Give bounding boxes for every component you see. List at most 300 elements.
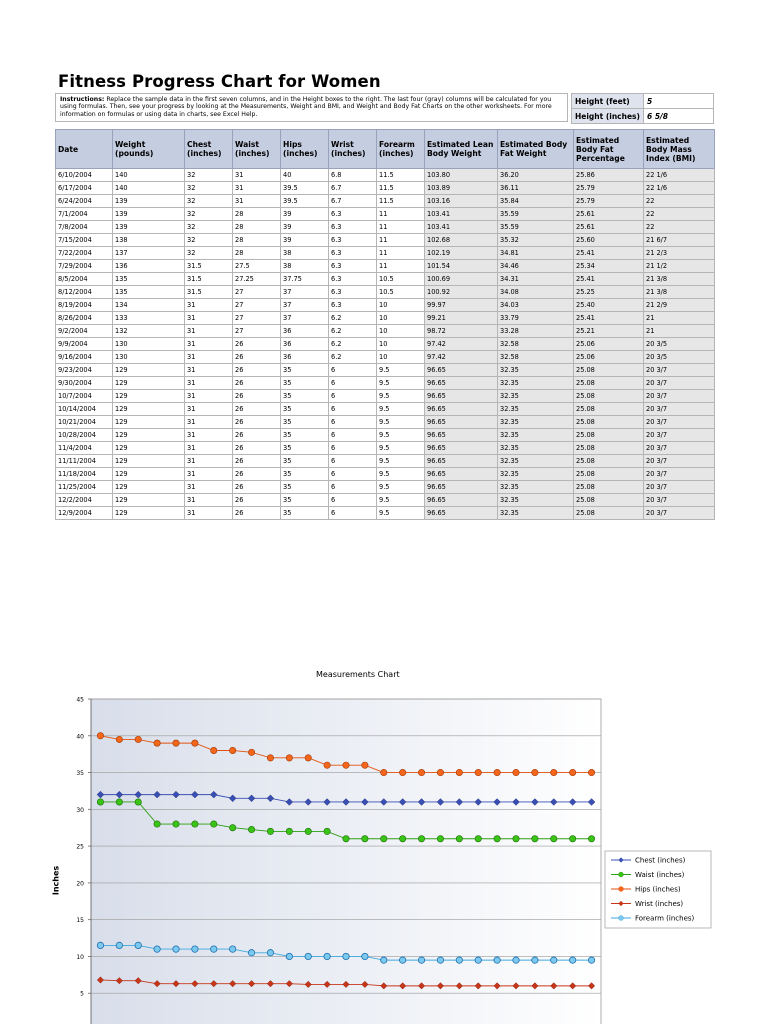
table-cell[interactable]: 129 <box>113 390 185 403</box>
table-cell[interactable]: 9/23/2004 <box>56 364 113 377</box>
table-cell[interactable]: 99.21 <box>425 312 498 325</box>
table-cell[interactable]: 6.3 <box>329 260 377 273</box>
table-cell[interactable]: 25.08 <box>574 455 644 468</box>
table-cell[interactable]: 11/25/2004 <box>56 481 113 494</box>
table-cell[interactable]: 27.25 <box>233 273 281 286</box>
table-cell[interactable]: 25.08 <box>574 364 644 377</box>
table-cell[interactable]: 26 <box>233 494 281 507</box>
table-cell[interactable]: 35 <box>281 468 329 481</box>
table-cell[interactable]: 20 3/7 <box>644 390 715 403</box>
table-cell[interactable]: 34.08 <box>498 286 574 299</box>
table-cell[interactable]: 35 <box>281 455 329 468</box>
height-feet-cell[interactable]: 5 <box>644 94 714 109</box>
table-cell[interactable]: 8/26/2004 <box>56 312 113 325</box>
table-cell[interactable]: 32 <box>185 182 233 195</box>
table-cell[interactable]: 25.25 <box>574 286 644 299</box>
table-cell[interactable]: 35 <box>281 494 329 507</box>
table-cell[interactable]: 39 <box>281 221 329 234</box>
table-cell[interactable]: 31 <box>185 377 233 390</box>
table-cell[interactable]: 31 <box>185 338 233 351</box>
table-cell[interactable]: 32 <box>185 221 233 234</box>
table-cell[interactable]: 28 <box>233 221 281 234</box>
table-cell[interactable]: 27 <box>233 286 281 299</box>
table-cell[interactable]: 26 <box>233 416 281 429</box>
table-cell[interactable]: 36.20 <box>498 169 574 182</box>
table-cell[interactable]: 9.5 <box>377 455 425 468</box>
table-cell[interactable]: 97.42 <box>425 351 498 364</box>
table-cell[interactable]: 98.72 <box>425 325 498 338</box>
table-cell[interactable]: 34.46 <box>498 260 574 273</box>
table-cell[interactable]: 9.5 <box>377 377 425 390</box>
table-cell[interactable]: 12/9/2004 <box>56 507 113 520</box>
table-cell[interactable]: 20 3/7 <box>644 377 715 390</box>
table-cell[interactable]: 9.5 <box>377 481 425 494</box>
table-cell[interactable]: 129 <box>113 403 185 416</box>
table-cell[interactable]: 26 <box>233 429 281 442</box>
table-cell[interactable]: 31 <box>185 416 233 429</box>
table-cell[interactable]: 25.79 <box>574 195 644 208</box>
table-cell[interactable]: 31 <box>185 507 233 520</box>
table-cell[interactable]: 20 3/7 <box>644 416 715 429</box>
table-cell[interactable]: 135 <box>113 286 185 299</box>
table-cell[interactable]: 35.84 <box>498 195 574 208</box>
table-cell[interactable]: 11.5 <box>377 195 425 208</box>
table-cell[interactable]: 139 <box>113 195 185 208</box>
table-cell[interactable]: 26 <box>233 455 281 468</box>
table-cell[interactable]: 27 <box>233 325 281 338</box>
table-cell[interactable]: 35.32 <box>498 234 574 247</box>
table-cell[interactable]: 25.06 <box>574 351 644 364</box>
table-cell[interactable]: 6 <box>329 455 377 468</box>
table-cell[interactable]: 32.35 <box>498 390 574 403</box>
table-cell[interactable]: 35.59 <box>498 208 574 221</box>
table-cell[interactable]: 9.5 <box>377 442 425 455</box>
table-cell[interactable]: 35 <box>281 429 329 442</box>
table-cell[interactable]: 10/28/2004 <box>56 429 113 442</box>
table-cell[interactable]: 26 <box>233 403 281 416</box>
table-cell[interactable]: 20 3/5 <box>644 351 715 364</box>
table-cell[interactable]: 32.35 <box>498 416 574 429</box>
table-cell[interactable]: 6 <box>329 442 377 455</box>
table-cell[interactable]: 133 <box>113 312 185 325</box>
table-cell[interactable]: 35 <box>281 403 329 416</box>
table-cell[interactable]: 25.08 <box>574 377 644 390</box>
table-cell[interactable]: 96.65 <box>425 468 498 481</box>
table-cell[interactable]: 10 <box>377 338 425 351</box>
table-cell[interactable]: 25.08 <box>574 507 644 520</box>
table-cell[interactable]: 9.5 <box>377 507 425 520</box>
table-cell[interactable]: 28 <box>233 247 281 260</box>
table-cell[interactable]: 138 <box>113 234 185 247</box>
table-cell[interactable]: 20 3/7 <box>644 429 715 442</box>
table-cell[interactable]: 7/29/2004 <box>56 260 113 273</box>
table-cell[interactable]: 11 <box>377 234 425 247</box>
table-cell[interactable]: 31.5 <box>185 286 233 299</box>
table-cell[interactable]: 32.35 <box>498 481 574 494</box>
table-cell[interactable]: 6 <box>329 494 377 507</box>
table-cell[interactable]: 6.3 <box>329 234 377 247</box>
table-cell[interactable]: 102.68 <box>425 234 498 247</box>
table-cell[interactable]: 37 <box>281 299 329 312</box>
table-cell[interactable]: 6/17/2004 <box>56 182 113 195</box>
table-cell[interactable]: 6.3 <box>329 286 377 299</box>
table-cell[interactable]: 21 2/3 <box>644 247 715 260</box>
table-cell[interactable]: 26 <box>233 468 281 481</box>
table-cell[interactable]: 31 <box>185 403 233 416</box>
table-cell[interactable]: 8/19/2004 <box>56 299 113 312</box>
table-cell[interactable]: 32 <box>185 247 233 260</box>
table-cell[interactable]: 39 <box>281 234 329 247</box>
table-cell[interactable]: 22 1/6 <box>644 169 715 182</box>
table-cell[interactable]: 103.16 <box>425 195 498 208</box>
table-cell[interactable]: 32 <box>185 169 233 182</box>
table-cell[interactable]: 22 <box>644 221 715 234</box>
table-cell[interactable]: 35 <box>281 364 329 377</box>
table-cell[interactable]: 32.35 <box>498 494 574 507</box>
table-cell[interactable]: 11 <box>377 260 425 273</box>
table-cell[interactable]: 7/8/2004 <box>56 221 113 234</box>
table-cell[interactable]: 8/5/2004 <box>56 273 113 286</box>
table-cell[interactable]: 26 <box>233 481 281 494</box>
table-cell[interactable]: 6 <box>329 416 377 429</box>
table-cell[interactable]: 32.35 <box>498 442 574 455</box>
table-cell[interactable]: 10 <box>377 325 425 338</box>
table-cell[interactable]: 25.60 <box>574 234 644 247</box>
table-cell[interactable]: 32 <box>185 195 233 208</box>
table-cell[interactable]: 32 <box>185 208 233 221</box>
table-cell[interactable]: 103.89 <box>425 182 498 195</box>
table-cell[interactable]: 32.58 <box>498 351 574 364</box>
table-cell[interactable]: 129 <box>113 429 185 442</box>
table-cell[interactable]: 25.40 <box>574 299 644 312</box>
table-cell[interactable]: 7/15/2004 <box>56 234 113 247</box>
table-cell[interactable]: 33.28 <box>498 325 574 338</box>
table-cell[interactable]: 96.65 <box>425 507 498 520</box>
table-cell[interactable]: 7/1/2004 <box>56 208 113 221</box>
table-cell[interactable]: 31 <box>185 325 233 338</box>
table-cell[interactable]: 135 <box>113 273 185 286</box>
table-cell[interactable]: 26 <box>233 364 281 377</box>
table-cell[interactable]: 6 <box>329 403 377 416</box>
table-cell[interactable]: 6 <box>329 481 377 494</box>
table-cell[interactable]: 26 <box>233 338 281 351</box>
table-cell[interactable]: 10.5 <box>377 286 425 299</box>
table-cell[interactable]: 11/4/2004 <box>56 442 113 455</box>
table-cell[interactable]: 96.65 <box>425 442 498 455</box>
table-cell[interactable]: 35 <box>281 507 329 520</box>
table-cell[interactable]: 21 1/2 <box>644 260 715 273</box>
table-cell[interactable]: 11/11/2004 <box>56 455 113 468</box>
table-cell[interactable]: 96.65 <box>425 455 498 468</box>
table-cell[interactable]: 96.65 <box>425 377 498 390</box>
table-cell[interactable]: 129 <box>113 481 185 494</box>
table-cell[interactable]: 32.35 <box>498 507 574 520</box>
table-cell[interactable]: 6.3 <box>329 299 377 312</box>
table-cell[interactable]: 35 <box>281 416 329 429</box>
table-cell[interactable]: 96.65 <box>425 494 498 507</box>
table-cell[interactable]: 11 <box>377 247 425 260</box>
table-cell[interactable]: 11 <box>377 208 425 221</box>
table-cell[interactable]: 31 <box>185 351 233 364</box>
table-cell[interactable]: 96.65 <box>425 481 498 494</box>
table-cell[interactable]: 103.80 <box>425 169 498 182</box>
table-cell[interactable]: 22 <box>644 195 715 208</box>
table-cell[interactable]: 39.5 <box>281 195 329 208</box>
table-cell[interactable]: 129 <box>113 494 185 507</box>
table-cell[interactable]: 10 <box>377 312 425 325</box>
table-cell[interactable]: 25.41 <box>574 312 644 325</box>
table-cell[interactable]: 130 <box>113 338 185 351</box>
table-cell[interactable]: 32.35 <box>498 377 574 390</box>
table-cell[interactable]: 9.5 <box>377 468 425 481</box>
table-cell[interactable]: 96.65 <box>425 416 498 429</box>
table-cell[interactable]: 22 1/6 <box>644 182 715 195</box>
table-cell[interactable]: 25.08 <box>574 429 644 442</box>
table-cell[interactable]: 96.65 <box>425 364 498 377</box>
table-cell[interactable]: 38 <box>281 260 329 273</box>
table-cell[interactable]: 6.2 <box>329 338 377 351</box>
table-cell[interactable]: 31 <box>185 390 233 403</box>
table-cell[interactable]: 20 3/7 <box>644 455 715 468</box>
table-cell[interactable]: 10 <box>377 351 425 364</box>
table-cell[interactable]: 103.41 <box>425 221 498 234</box>
table-cell[interactable]: 6.2 <box>329 351 377 364</box>
table-cell[interactable]: 6 <box>329 390 377 403</box>
table-cell[interactable]: 25.08 <box>574 494 644 507</box>
table-cell[interactable]: 32.35 <box>498 429 574 442</box>
table-cell[interactable]: 26 <box>233 377 281 390</box>
table-cell[interactable]: 10/14/2004 <box>56 403 113 416</box>
table-cell[interactable]: 31 <box>233 195 281 208</box>
table-cell[interactable]: 11 <box>377 221 425 234</box>
table-cell[interactable]: 32.35 <box>498 403 574 416</box>
table-cell[interactable]: 21 <box>644 312 715 325</box>
table-cell[interactable]: 20 3/7 <box>644 494 715 507</box>
table-cell[interactable]: 9/30/2004 <box>56 377 113 390</box>
table-cell[interactable]: 34.81 <box>498 247 574 260</box>
table-cell[interactable]: 25.41 <box>574 273 644 286</box>
table-cell[interactable]: 25.06 <box>574 338 644 351</box>
table-cell[interactable]: 25.08 <box>574 481 644 494</box>
table-cell[interactable]: 36 <box>281 338 329 351</box>
table-cell[interactable]: 33.79 <box>498 312 574 325</box>
table-cell[interactable]: 9.5 <box>377 403 425 416</box>
table-cell[interactable]: 32.35 <box>498 364 574 377</box>
table-cell[interactable]: 31 <box>185 442 233 455</box>
table-cell[interactable]: 35.59 <box>498 221 574 234</box>
table-cell[interactable]: 32 <box>185 234 233 247</box>
table-cell[interactable]: 31 <box>185 312 233 325</box>
table-cell[interactable]: 21 3/8 <box>644 273 715 286</box>
table-cell[interactable]: 31 <box>185 364 233 377</box>
table-cell[interactable]: 37 <box>281 286 329 299</box>
table-cell[interactable]: 21 3/8 <box>644 286 715 299</box>
table-cell[interactable]: 129 <box>113 364 185 377</box>
table-cell[interactable]: 6.3 <box>329 247 377 260</box>
table-cell[interactable]: 27.5 <box>233 260 281 273</box>
table-cell[interactable]: 96.65 <box>425 429 498 442</box>
table-cell[interactable]: 22 <box>644 208 715 221</box>
table-cell[interactable]: 27 <box>233 312 281 325</box>
table-cell[interactable]: 35 <box>281 390 329 403</box>
table-cell[interactable]: 26 <box>233 507 281 520</box>
table-cell[interactable]: 9.5 <box>377 364 425 377</box>
table-cell[interactable]: 9/2/2004 <box>56 325 113 338</box>
table-cell[interactable]: 96.65 <box>425 390 498 403</box>
table-cell[interactable]: 101.54 <box>425 260 498 273</box>
table-cell[interactable]: 25.79 <box>574 182 644 195</box>
table-cell[interactable]: 31 <box>233 169 281 182</box>
table-cell[interactable]: 102.19 <box>425 247 498 260</box>
table-cell[interactable]: 139 <box>113 221 185 234</box>
table-cell[interactable]: 140 <box>113 169 185 182</box>
table-cell[interactable]: 25.61 <box>574 221 644 234</box>
table-cell[interactable]: 31 <box>185 429 233 442</box>
table-cell[interactable]: 20 3/7 <box>644 468 715 481</box>
table-cell[interactable]: 31 <box>233 182 281 195</box>
table-cell[interactable]: 20 3/5 <box>644 338 715 351</box>
table-cell[interactable]: 9.5 <box>377 429 425 442</box>
table-cell[interactable]: 34.31 <box>498 273 574 286</box>
table-cell[interactable]: 34.03 <box>498 299 574 312</box>
table-cell[interactable]: 6.8 <box>329 169 377 182</box>
table-cell[interactable]: 27 <box>233 299 281 312</box>
table-cell[interactable]: 136 <box>113 260 185 273</box>
table-cell[interactable]: 20 3/7 <box>644 481 715 494</box>
table-cell[interactable]: 129 <box>113 416 185 429</box>
table-cell[interactable]: 6.3 <box>329 273 377 286</box>
table-cell[interactable]: 7/22/2004 <box>56 247 113 260</box>
table-cell[interactable]: 6 <box>329 364 377 377</box>
table-cell[interactable]: 11/18/2004 <box>56 468 113 481</box>
table-cell[interactable]: 6 <box>329 429 377 442</box>
table-cell[interactable]: 132 <box>113 325 185 338</box>
table-cell[interactable]: 137 <box>113 247 185 260</box>
table-cell[interactable]: 6 <box>329 377 377 390</box>
table-cell[interactable]: 25.08 <box>574 442 644 455</box>
table-cell[interactable]: 20 3/7 <box>644 364 715 377</box>
table-cell[interactable]: 31 <box>185 481 233 494</box>
table-cell[interactable]: 21 <box>644 325 715 338</box>
table-cell[interactable]: 10/21/2004 <box>56 416 113 429</box>
table-cell[interactable]: 96.65 <box>425 403 498 416</box>
table-cell[interactable]: 129 <box>113 507 185 520</box>
table-cell[interactable]: 39.5 <box>281 182 329 195</box>
table-cell[interactable]: 26 <box>233 390 281 403</box>
table-cell[interactable]: 31 <box>185 455 233 468</box>
table-cell[interactable]: 20 3/7 <box>644 403 715 416</box>
table-cell[interactable]: 139 <box>113 208 185 221</box>
table-cell[interactable]: 6.7 <box>329 195 377 208</box>
table-cell[interactable]: 8/12/2004 <box>56 286 113 299</box>
table-cell[interactable]: 31 <box>185 299 233 312</box>
table-cell[interactable]: 25.08 <box>574 403 644 416</box>
table-cell[interactable]: 9.5 <box>377 390 425 403</box>
table-cell[interactable]: 25.61 <box>574 208 644 221</box>
table-cell[interactable]: 25.21 <box>574 325 644 338</box>
table-cell[interactable]: 129 <box>113 442 185 455</box>
table-cell[interactable]: 25.08 <box>574 416 644 429</box>
table-cell[interactable]: 38 <box>281 247 329 260</box>
table-cell[interactable]: 31.5 <box>185 273 233 286</box>
table-cell[interactable]: 35 <box>281 481 329 494</box>
table-cell[interactable]: 12/2/2004 <box>56 494 113 507</box>
table-cell[interactable]: 97.42 <box>425 338 498 351</box>
table-cell[interactable]: 130 <box>113 351 185 364</box>
table-cell[interactable]: 21 6/7 <box>644 234 715 247</box>
table-cell[interactable]: 31 <box>185 468 233 481</box>
table-cell[interactable]: 103.41 <box>425 208 498 221</box>
table-cell[interactable]: 20 3/7 <box>644 507 715 520</box>
table-cell[interactable]: 10/7/2004 <box>56 390 113 403</box>
table-cell[interactable]: 6.3 <box>329 208 377 221</box>
table-cell[interactable]: 36.11 <box>498 182 574 195</box>
table-cell[interactable]: 6.2 <box>329 325 377 338</box>
table-cell[interactable]: 25.08 <box>574 468 644 481</box>
table-cell[interactable]: 35 <box>281 377 329 390</box>
table-cell[interactable]: 40 <box>281 169 329 182</box>
table-cell[interactable]: 134 <box>113 299 185 312</box>
table-cell[interactable]: 35 <box>281 442 329 455</box>
data-point <box>267 950 273 956</box>
table-cell[interactable]: 25.08 <box>574 390 644 403</box>
table-cell[interactable]: 25.86 <box>574 169 644 182</box>
table-cell[interactable]: 21 2/9 <box>644 299 715 312</box>
table-cell[interactable]: 100.69 <box>425 273 498 286</box>
table-cell[interactable]: 9/9/2004 <box>56 338 113 351</box>
table-cell[interactable]: 28 <box>233 208 281 221</box>
table-cell[interactable]: 9.5 <box>377 416 425 429</box>
table-cell[interactable]: 6/24/2004 <box>56 195 113 208</box>
table-cell[interactable]: 25.41 <box>574 247 644 260</box>
table-cell[interactable]: 129 <box>113 377 185 390</box>
table-cell[interactable]: 37.75 <box>281 273 329 286</box>
table-cell[interactable]: 10 <box>377 299 425 312</box>
table-cell[interactable]: 39 <box>281 208 329 221</box>
table-cell[interactable]: 20 3/7 <box>644 442 715 455</box>
table-cell[interactable]: 6.7 <box>329 182 377 195</box>
table-cell[interactable]: 32.35 <box>498 468 574 481</box>
table-cell[interactable]: 26 <box>233 351 281 364</box>
table-cell[interactable]: 129 <box>113 468 185 481</box>
table-cell[interactable]: 11.5 <box>377 169 425 182</box>
table-cell[interactable]: 9.5 <box>377 494 425 507</box>
table-cell[interactable]: 32.35 <box>498 455 574 468</box>
table-cell[interactable]: 6.2 <box>329 312 377 325</box>
table-cell[interactable]: 140 <box>113 182 185 195</box>
table-cell[interactable]: 6.3 <box>329 221 377 234</box>
table-cell[interactable]: 99.97 <box>425 299 498 312</box>
table-cell[interactable]: 10.5 <box>377 273 425 286</box>
table-cell[interactable]: 36 <box>281 351 329 364</box>
table-cell[interactable]: 25.34 <box>574 260 644 273</box>
table-cell[interactable]: 100.92 <box>425 286 498 299</box>
table-cell[interactable]: 28 <box>233 234 281 247</box>
table-cell[interactable]: 11.5 <box>377 182 425 195</box>
height-inches-cell[interactable]: 6 5/8 <box>644 109 714 124</box>
table-cell[interactable]: 129 <box>113 455 185 468</box>
table-cell[interactable]: 26 <box>233 442 281 455</box>
table-cell[interactable]: 9/16/2004 <box>56 351 113 364</box>
table-cell[interactable]: 32.58 <box>498 338 574 351</box>
table-cell[interactable]: 31.5 <box>185 260 233 273</box>
table-cell[interactable]: 6 <box>329 468 377 481</box>
table-cell[interactable]: 31 <box>185 494 233 507</box>
table-cell[interactable]: 36 <box>281 325 329 338</box>
table-cell[interactable]: 6/10/2004 <box>56 169 113 182</box>
table-cell[interactable]: 37 <box>281 312 329 325</box>
table-cell[interactable]: 6 <box>329 507 377 520</box>
